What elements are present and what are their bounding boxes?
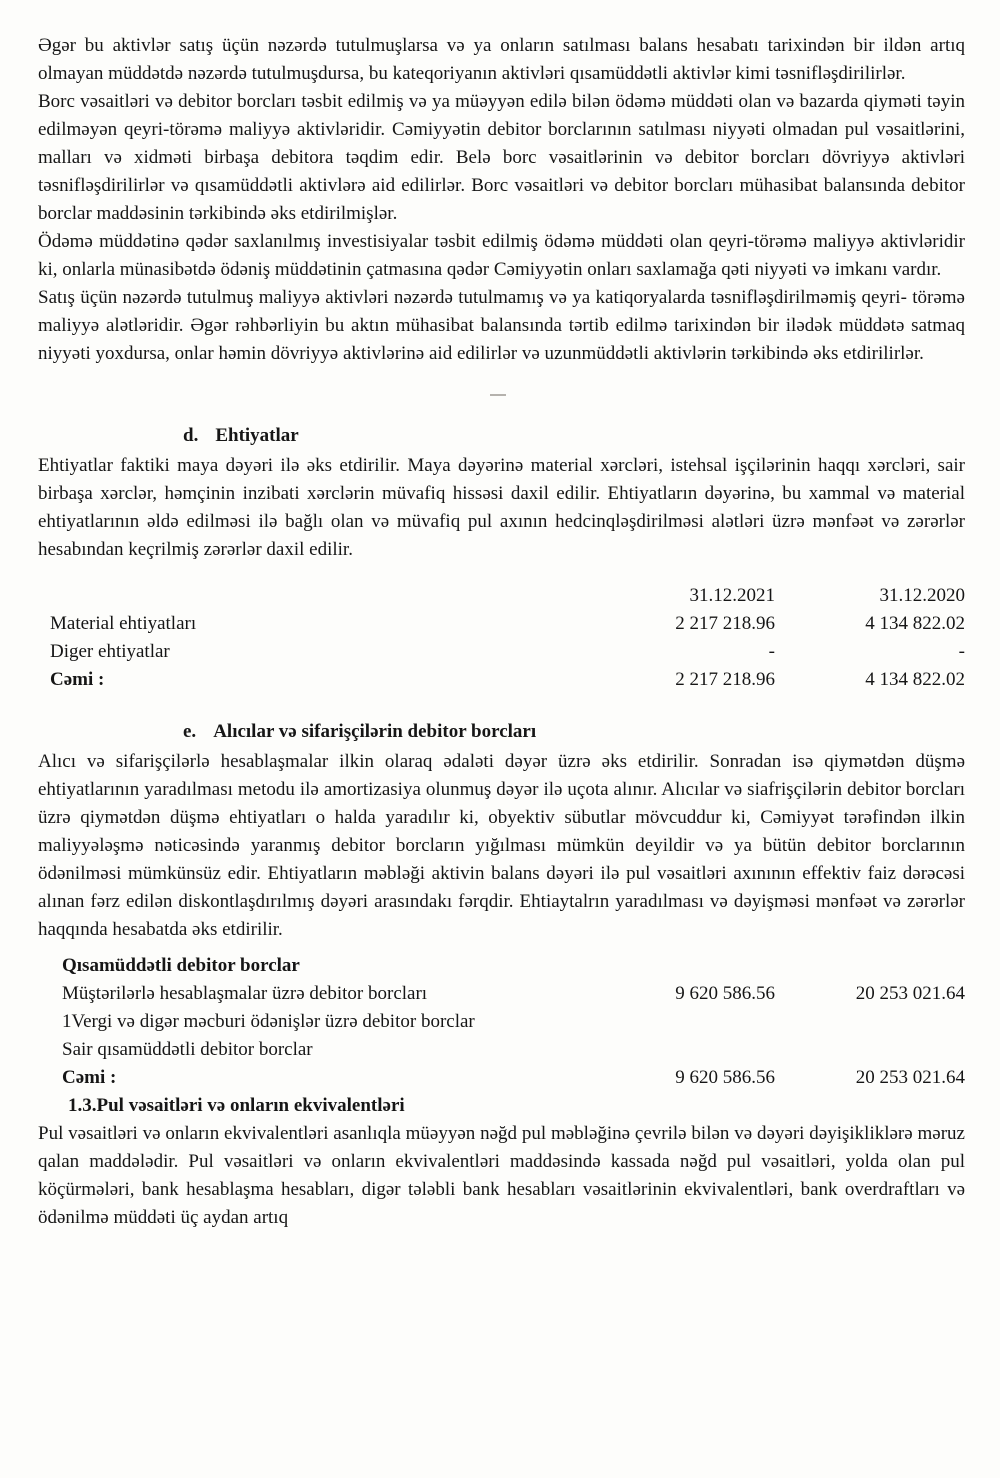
section-d-body: Ehtiyatlar faktiki maya dəyəri ilə əks etdirilir. Maya dəyərinə material xərcləri, istehsal işçilərinin haqqı xərcləri, sair birbaşa xərclər, həmçinin inzibati xərclərin müvafiq hissəsi daxil edilir. Ehtiyatların dəyərinə, bu xammal və material ehtiyatlarının əldə edilməsi ilə bağlı olan və müvafiq pul axının hedcinqləşdirilməsi alətləri üzrə mənfəət və zərərlər hesabından keçrilmiş zərərlər daxil edilir. [38,455,965,560]
total-value-2021: 9 620 586.56 [675,1067,775,1088]
inventory-table [50,582,965,694]
total-value-2020: 4 134 822.02 [865,669,965,690]
row-label: Sair qısamüddətli debitor borclar [62,1039,313,1060]
gap [38,944,965,952]
table-row [62,1008,965,1036]
table-total-row [62,1064,965,1092]
row-value-2020: - [958,641,965,662]
row-value-2021: 9 620 586.56 [675,983,775,1004]
section-break [38,368,965,422]
section-1-3-heading: 1.3.Pul vəsaitləri və onların ekvivalentləri [68,1095,405,1116]
total-row-label: Cəmi : [62,1067,117,1088]
row-label: 1Vergi və digər məcburi ödənişlər üzrə debitor borclar [62,1011,475,1032]
row-value-2020: 20 253 021.64 [855,983,965,1004]
intro-paragraph-2: Borc vəsaitləri və debitor borcları təsbit edilmiş və ya müəyyən edilə bilən ödəmə müddəti olan və bazarda qiyməti təyin edilməyən qeyri-törəmə maliyyə aktivləridir. Cəmiyyətin debitor borclarının satılması niyyəti olmadan pul vəsaitlərini, malları və xidməti birbaşa debitora təqdim edir. Belə borc vəsaitlərinin və debitor borcları dövriyyə aktivləri təsnifləşdirilirlər və qısamüddətli aktivlərə aid edilirlər. Borc vəsaitləri və debitor borcları mühasibat balansında debitor borclar maddəsinin tərkibində əks etdirilmişlər. [38,91,965,224]
receivables-table-title: Qısamüddətli debitor borclar [62,955,300,976]
table-row [50,638,965,666]
section-e-letter: e. [183,721,197,742]
row-value-2021: - [768,641,775,662]
row-value-2020: 4 134 822.02 [865,613,965,634]
section-d-letter: d. [183,425,199,446]
column-header-2020: 31.12.2020 [879,585,965,606]
section-e-heading [183,718,965,746]
total-value-2021: 2 217 218.96 [675,669,775,690]
gap [38,564,965,582]
section-e-title: Alıcılar və sifarişçilərin debitor borcları [213,721,537,742]
column-header-2021: 31.12.2021 [689,585,775,606]
row-label: Müştərilərlə hesablaşmalar üzrə debitor borcları [62,983,428,1004]
total-row-label: Cəmi : [50,669,105,690]
total-value-2020: 20 253 021.64 [855,1067,965,1088]
table-total-row [50,666,965,694]
receivables-table [62,952,965,1092]
gap [38,694,965,718]
section-e-body: Alıcı və sifarişçilərlə hesablaşmalar ilkin olaraq ədaləti dəyər üzrə əks etdirilir. Sonradan isə qiymətdən düşmə ehtiyatlarının yaradılması metodu ilə amortizasiya olunmuş dəyər ilə uçota alınır. Alıcılar və siafrişçilərin debitor borcları üzrə qiymətdən düşmə ehtiyatları o halda yaradılır ki, obyektiv sübutlar mövcuddur ki, Cəmiyyət tərəfindən ilkin maliyyələşmə nəticəsində yaranmış debitor borcların yığılması mümkün deyildir və ya bütün debitor borclarının ödənilməsi mümkünsüz edir. Ehtiyatların məbləği aktivin balans dəyəri ilə pul vəsaitləri axınının effektiv faiz dərəcəsi alınan fərz edilən diskontlaşdırılmış dəyəri arasındakı fərqdir. Ehtiaytalrın yaradılması və dəyişməsi mənfəət və zərərlər haqqında hesabatda əks etdirilir. [38,751,965,940]
scan-artifact-mark [490,394,506,396]
section-d-heading [183,422,965,450]
intro-paragraph-3: Ödəmə müddətinə qədər saxlanılmış investisiyalar təsbit edilmiş ödəmə müddəti olan qeyri-törəmə maliyyə aktivləridir ki, onlarla münasibətdə ödəniş müddətinin çatmasına qədər Cəmiyyətin onları saxlamağa qəti niyyəti və imkanı vardır. [38,231,965,280]
table-row [62,980,965,1008]
row-label: Diger ehtiyatlar [50,641,170,662]
table-row [50,610,965,638]
section-d-title: Ehtiyatlar [215,425,299,446]
row-value-2021: 2 217 218.96 [675,613,775,634]
table-row [62,1036,965,1064]
intro-paragraph-1: Əgər bu aktivlər satış üçün nəzərdə tutulmuşlarsa və ya onların satılması balans hesabatı tarixindən bir ildən artıq olmayan müddətdə nəzərdə tutulmuşdursa, bu kateqoriyanın aktivləri qısamüddətli aktivlər kimi təsnifləşdirilirlər. [38,35,965,84]
receivables-table-title-row [62,952,965,980]
section-1-3-body: Pul vəsaitləri və onların ekvivalentləri asanlıqla müəyyən nəğd pul məbləğinə çevrilə bilən və dəyəri dəyişikliklərə məruz qalan maddələdir. Pul vəsaitləri və onların ekvivalentləri maddəsində kassada nəğd pul vəsaitləri, yolda olan pul köçürmələri, bank hesablaşma hesabları, digər tələbli bank hesabları vəsaitlərinin ekvivalentləri, bank overdraftları və ödənilmə müddəti üç aydan artıq [38,1123,965,1228]
inventory-table-header-row [50,582,965,610]
intro-paragraph-4: Satış üçün nəzərdə tutulmuş maliyyə aktivləri nəzərdə tutulmamış və ya katiqoryalarda təsnifləşdirilməmiş qeyri- törəmə maliyyə alətləridir. Əgər rəhbərliyin bu aktın mühasibat balansında tərtib edilmə tarixindən bir ilədək müddətə satmaq niyyəti yoxdursa, onlar həmin dövriyyə aktivlərinə aid edilirlər və uzunmüddətli aktivlərin tərkibində əks etdirilirlər. [38,287,965,364]
row-label: Material ehtiyatları [50,613,197,634]
